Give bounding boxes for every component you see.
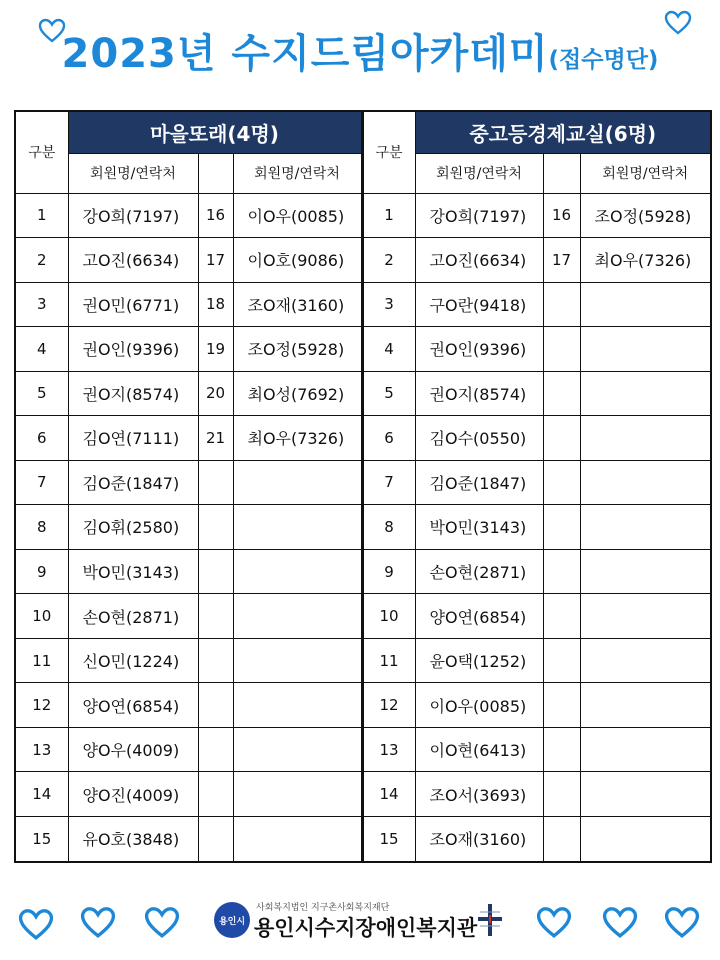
gubun-header: 구분 bbox=[362, 111, 415, 193]
row-number bbox=[198, 505, 233, 550]
row-number: 1 bbox=[15, 193, 68, 238]
table-row bbox=[15, 238, 711, 283]
row-number: 20 bbox=[198, 371, 233, 416]
member-entry bbox=[233, 727, 362, 772]
org-name: 용인시수지장애인복지관 bbox=[254, 916, 478, 940]
member-entry bbox=[580, 727, 711, 772]
org-subtitle: 사회복지법인 지구촌사회복지재단 bbox=[256, 903, 390, 913]
member-entry bbox=[580, 416, 711, 461]
member-entry bbox=[580, 460, 711, 505]
page-title bbox=[0, 22, 720, 79]
heart-icon bbox=[664, 906, 700, 940]
table-row bbox=[15, 460, 711, 505]
row-number bbox=[543, 772, 580, 817]
row-number: 16 bbox=[543, 193, 580, 238]
row-number: 2 bbox=[362, 238, 415, 283]
table-row bbox=[15, 282, 711, 327]
member-entry: 김O휘(2580) bbox=[68, 505, 198, 550]
heart-icon bbox=[602, 906, 638, 940]
row-number bbox=[543, 594, 580, 639]
table-row bbox=[15, 683, 711, 728]
row-number: 21 bbox=[198, 416, 233, 461]
member-entry bbox=[580, 772, 711, 817]
group-header: 마을또래(4명) bbox=[68, 111, 362, 153]
table-row bbox=[15, 727, 711, 772]
row-number: 17 bbox=[543, 238, 580, 283]
row-number: 10 bbox=[15, 594, 68, 639]
row-number: 3 bbox=[362, 282, 415, 327]
member-entry: 고O진(6634) bbox=[415, 238, 543, 283]
roster-body bbox=[15, 193, 711, 862]
row-number bbox=[543, 727, 580, 772]
organization-logo bbox=[214, 900, 504, 944]
member-entry bbox=[233, 772, 362, 817]
row-number: 11 bbox=[362, 638, 415, 683]
row-number: 11 bbox=[15, 638, 68, 683]
member-entry: 유O호(3848) bbox=[68, 816, 198, 862]
row-number: 5 bbox=[362, 371, 415, 416]
row-number bbox=[543, 282, 580, 327]
row-number: 9 bbox=[15, 549, 68, 594]
row-number: 3 bbox=[15, 282, 68, 327]
member-entry: 조O서(3693) bbox=[415, 772, 543, 817]
member-entry: 박O민(3143) bbox=[415, 505, 543, 550]
row-number bbox=[198, 460, 233, 505]
row-number bbox=[543, 683, 580, 728]
member-entry bbox=[580, 327, 711, 372]
member-entry: 양O우(4009) bbox=[68, 727, 198, 772]
member-entry: 최O우(7326) bbox=[580, 238, 711, 283]
sub-header: 회원명/연락처 bbox=[415, 153, 543, 193]
member-entry bbox=[233, 638, 362, 683]
heart-icon bbox=[80, 906, 116, 940]
row-number: 14 bbox=[362, 772, 415, 817]
row-number: 14 bbox=[15, 772, 68, 817]
member-entry bbox=[580, 683, 711, 728]
table-row bbox=[15, 505, 711, 550]
row-number bbox=[543, 371, 580, 416]
row-number: 13 bbox=[15, 727, 68, 772]
row-number: 4 bbox=[362, 327, 415, 372]
member-entry: 조O정(5928) bbox=[580, 193, 711, 238]
row-number: 19 bbox=[198, 327, 233, 372]
member-entry: 김O준(1847) bbox=[415, 460, 543, 505]
gubun-header: 구분 bbox=[15, 111, 68, 193]
member-entry bbox=[580, 505, 711, 550]
row-number bbox=[198, 727, 233, 772]
member-entry bbox=[233, 683, 362, 728]
heart-icon bbox=[38, 18, 66, 44]
member-entry: 권O지(8574) bbox=[415, 371, 543, 416]
row-number: 5 bbox=[15, 371, 68, 416]
row-number bbox=[198, 683, 233, 728]
row-number: 8 bbox=[362, 505, 415, 550]
member-entry bbox=[580, 816, 711, 862]
table-row bbox=[15, 416, 711, 461]
title-sub: (접수명단) bbox=[548, 47, 659, 73]
row-number: 12 bbox=[15, 683, 68, 728]
member-entry: 권O지(8574) bbox=[68, 371, 198, 416]
member-entry bbox=[580, 638, 711, 683]
roster-table bbox=[14, 110, 712, 863]
row-number bbox=[543, 505, 580, 550]
row-number: 8 bbox=[15, 505, 68, 550]
row-number bbox=[198, 638, 233, 683]
cross-mark-icon bbox=[476, 902, 504, 938]
member-entry: 이O호(9086) bbox=[233, 238, 362, 283]
row-number: 17 bbox=[198, 238, 233, 283]
empty-header-cell bbox=[543, 153, 580, 193]
heart-icon bbox=[144, 906, 180, 940]
row-number: 7 bbox=[15, 460, 68, 505]
member-entry: 양O연(6854) bbox=[415, 594, 543, 639]
member-entry: 조O정(5928) bbox=[233, 327, 362, 372]
member-entry bbox=[580, 594, 711, 639]
row-number: 12 bbox=[362, 683, 415, 728]
member-entry bbox=[233, 460, 362, 505]
empty-header-cell bbox=[198, 153, 233, 193]
table-row bbox=[15, 772, 711, 817]
member-entry: 김O준(1847) bbox=[68, 460, 198, 505]
row-number: 13 bbox=[362, 727, 415, 772]
member-entry: 양O연(6854) bbox=[68, 683, 198, 728]
org-emblem: 용인시 bbox=[214, 902, 250, 938]
row-number bbox=[198, 549, 233, 594]
row-number: 1 bbox=[362, 193, 415, 238]
row-number: 4 bbox=[15, 327, 68, 372]
row-number bbox=[543, 416, 580, 461]
row-number bbox=[543, 327, 580, 372]
member-entry: 손O현(2871) bbox=[415, 549, 543, 594]
group-header: 중고등경제교실(6명) bbox=[415, 111, 711, 153]
row-number: 7 bbox=[362, 460, 415, 505]
member-entry: 양O진(4009) bbox=[68, 772, 198, 817]
member-entry: 박O민(3143) bbox=[68, 549, 198, 594]
table-row bbox=[15, 327, 711, 372]
heart-icon bbox=[536, 906, 572, 940]
row-number: 15 bbox=[15, 816, 68, 862]
member-entry: 조O재(3160) bbox=[415, 816, 543, 862]
title-main: 2023년 수지드림아카데미 bbox=[61, 31, 549, 77]
member-entry: 고O진(6634) bbox=[68, 238, 198, 283]
row-number bbox=[198, 772, 233, 817]
row-number bbox=[543, 460, 580, 505]
member-entry: 권O인(9396) bbox=[68, 327, 198, 372]
table-row bbox=[15, 193, 711, 238]
row-number bbox=[198, 594, 233, 639]
member-entry bbox=[233, 594, 362, 639]
member-entry: 손O현(2871) bbox=[68, 594, 198, 639]
row-number: 2 bbox=[15, 238, 68, 283]
table-row bbox=[15, 638, 711, 683]
row-number: 6 bbox=[362, 416, 415, 461]
row-number: 15 bbox=[362, 816, 415, 862]
member-entry: 조O재(3160) bbox=[233, 282, 362, 327]
row-number bbox=[543, 816, 580, 862]
row-number: 9 bbox=[362, 549, 415, 594]
row-number: 18 bbox=[198, 282, 233, 327]
row-number: 6 bbox=[15, 416, 68, 461]
member-entry bbox=[233, 505, 362, 550]
member-entry bbox=[580, 549, 711, 594]
member-entry bbox=[580, 371, 711, 416]
member-entry: 권O인(9396) bbox=[415, 327, 543, 372]
sub-header: 회원명/연락처 bbox=[580, 153, 711, 193]
member-entry: 권O민(6771) bbox=[68, 282, 198, 327]
member-entry: 이O현(6413) bbox=[415, 727, 543, 772]
row-number: 16 bbox=[198, 193, 233, 238]
member-entry bbox=[233, 549, 362, 594]
member-entry: 김O수(0550) bbox=[415, 416, 543, 461]
table-row bbox=[15, 594, 711, 639]
row-number bbox=[198, 816, 233, 862]
table-row bbox=[15, 371, 711, 416]
member-entry: 구O란(9418) bbox=[415, 282, 543, 327]
member-entry: 최O성(7692) bbox=[233, 371, 362, 416]
member-entry: 김O연(7111) bbox=[68, 416, 198, 461]
member-entry: 이O우(0085) bbox=[415, 683, 543, 728]
table-row bbox=[15, 549, 711, 594]
heart-icon bbox=[18, 908, 54, 942]
row-number: 10 bbox=[362, 594, 415, 639]
member-entry: 신O민(1224) bbox=[68, 638, 198, 683]
row-number bbox=[543, 549, 580, 594]
member-entry: 강O희(7197) bbox=[68, 193, 198, 238]
member-entry bbox=[580, 282, 711, 327]
member-entry: 윤O택(1252) bbox=[415, 638, 543, 683]
sub-header: 회원명/연락처 bbox=[233, 153, 362, 193]
sub-header: 회원명/연락처 bbox=[68, 153, 198, 193]
footer bbox=[0, 890, 720, 960]
member-entry: 이O우(0085) bbox=[233, 193, 362, 238]
member-entry bbox=[233, 816, 362, 862]
table-row bbox=[15, 816, 711, 862]
member-entry: 최O우(7326) bbox=[233, 416, 362, 461]
member-entry: 강O희(7197) bbox=[415, 193, 543, 238]
heart-icon bbox=[664, 10, 692, 36]
row-number bbox=[543, 638, 580, 683]
